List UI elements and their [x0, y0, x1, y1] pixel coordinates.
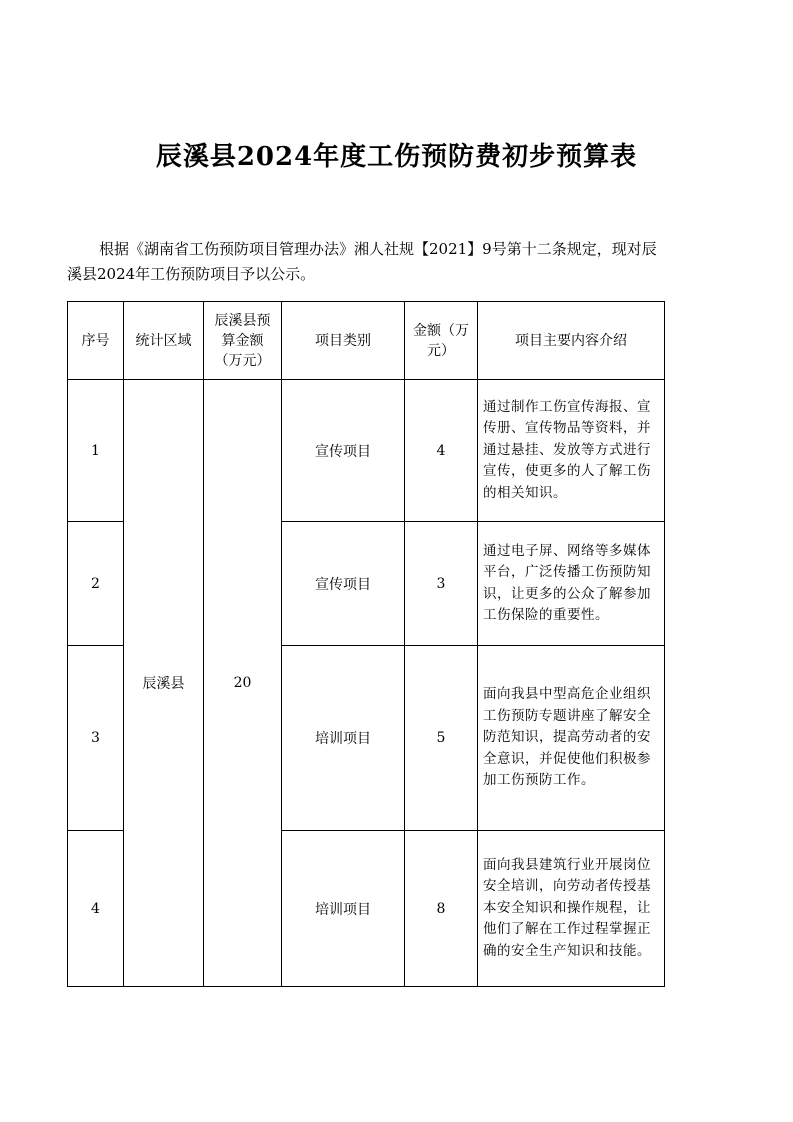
row-no: 1: [68, 380, 124, 522]
row-no: 2: [68, 522, 124, 646]
budget-table: [67, 301, 665, 987]
row-desc: 通过制作工伤宣传海报、宣传册、宣传物品等资料，并通过悬挂、发放等方式进行宣传，使更多的人了解工伤的相关知识。: [478, 380, 665, 522]
intro-paragraph: 根据《湖南省工伤预防项目管理办法》湘人社规【2021】9号第十二条规定，现对辰溪县2024年工伤预防项目予以公示。: [67, 240, 657, 283]
row-category: 宣传项目: [282, 522, 405, 646]
table-row: [68, 380, 665, 522]
header-category: 项目类别: [282, 302, 405, 380]
page-title: 辰溪县2024年度工伤预防费初步预算表: [155, 142, 638, 172]
row-no: 4: [68, 831, 124, 987]
row-desc: 面向我县建筑行业开展岗位安全培训，向劳动者传授基本安全知识和操作规程，让他们了解在工作过程掌握正确的安全生产知识和技能。: [478, 831, 665, 987]
row-amount: 5: [405, 646, 478, 831]
row-category: 宣传项目: [282, 380, 405, 522]
region-cell: 辰溪县: [124, 380, 204, 987]
row-category: 培训项目: [282, 831, 405, 987]
header-desc: 项目主要内容介绍: [478, 302, 665, 380]
header-no: 序号: [68, 302, 124, 380]
budget-cell: 20: [204, 380, 282, 987]
header-amount: 金额（万元）: [405, 302, 478, 380]
header-budget: 辰溪县预算金额（万元）: [204, 302, 282, 380]
row-amount: 8: [405, 831, 478, 987]
table-header-row: [68, 302, 665, 380]
row-category: 培训项目: [282, 646, 405, 831]
row-amount: 3: [405, 522, 478, 646]
row-desc: 面向我县中型高危企业组织工伤预防专题讲座了解安全防范知识，提高劳动者的安全意识，并促使他们积极参加工伤预防工作。: [478, 646, 665, 831]
row-desc: 通过电子屏、网络等多媒体平台，广泛传播工伤预防知识，让更多的公众了解参加工伤保险的重要性。: [478, 522, 665, 646]
row-no: 3: [68, 646, 124, 831]
header-region: 统计区域: [124, 302, 204, 380]
row-amount: 4: [405, 380, 478, 522]
